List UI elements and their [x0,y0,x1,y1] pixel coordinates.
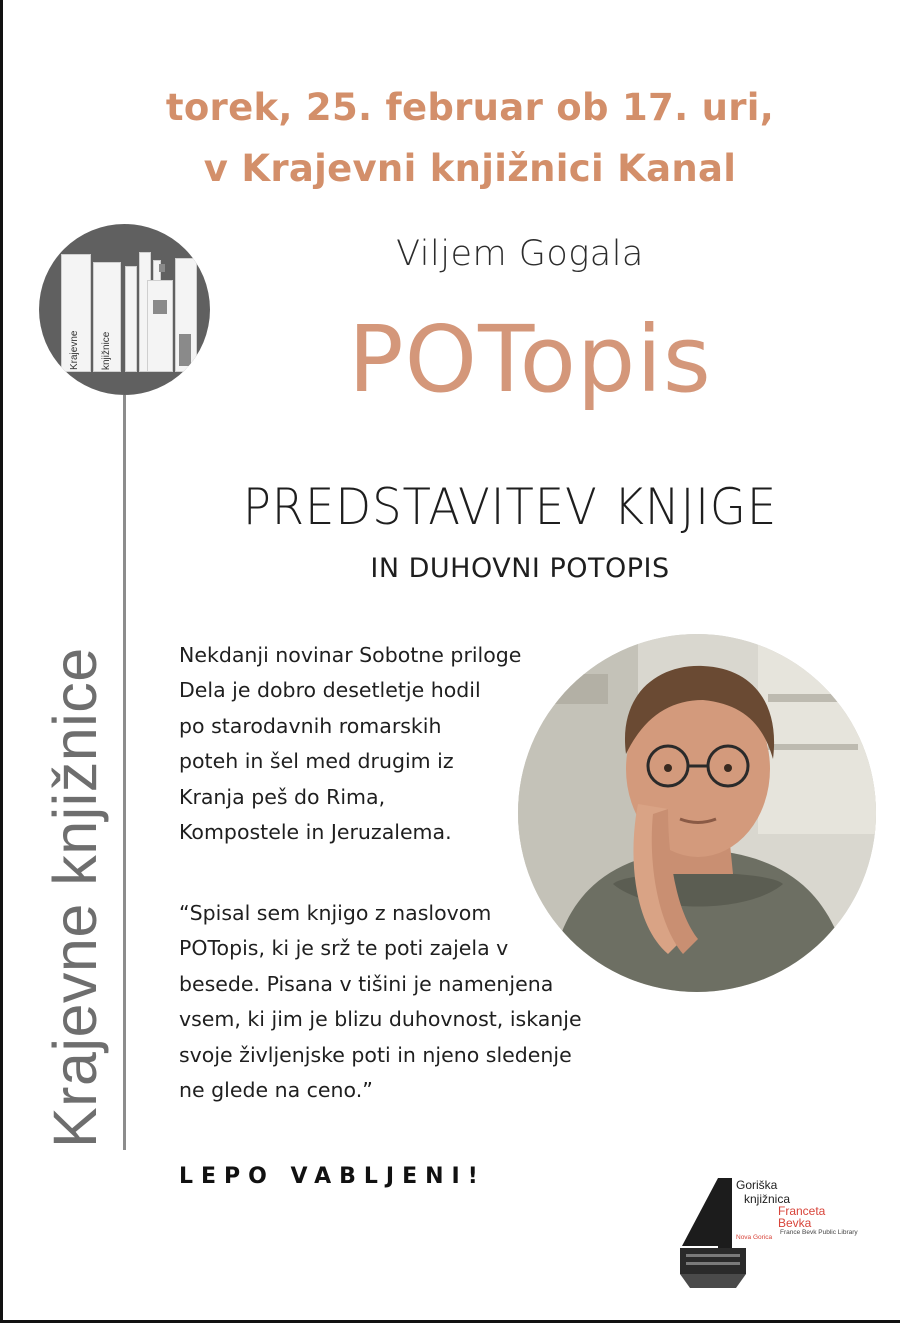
logo-book-label [153,300,167,314]
text-line: po starodavnih romarskih [179,713,442,738]
author-name: Viljem Gogala [396,234,644,274]
text-line: Nekdanji novinar Sobotne priloge [179,643,522,667]
description-paragraph-1 [179,638,521,850]
text-line: svoje življenjske poti in njeno sledenje [179,1042,572,1067]
author-quote-paragraph [179,896,582,1108]
text-line: ne glede na ceno.” [179,1078,373,1103]
text-line: Dela je dobro desetletje hodil [179,678,481,703]
text-line: besede. Pisana v tišini je namenjena [179,971,554,996]
text-line: vsem, ki jim je blizu duhovnost, iskanje [179,1007,582,1032]
logo-book-text: knjižnice [101,331,112,370]
logo-book-label [159,264,165,272]
text-line: “Spisal sem knjigo z naslovom [179,901,492,925]
event-location-line: v Krajevni knjižnici Kanal [203,147,737,190]
library-logo-line2: knjižnica [744,1192,791,1206]
text-line: POTopis, ki je srž te poti zajela v [179,936,509,961]
vertical-divider [123,395,126,1150]
page-border-left [0,0,3,1323]
logo-book-label [179,334,191,366]
library-logo-city: Nova Gorica [736,1234,773,1241]
library-logo-line4: Bevka [778,1216,812,1230]
krajevne-knjiznice-logo [39,224,210,395]
text-line: poteh in šel med drugim iz [179,749,454,774]
goriska-knjiznica-logo [678,1176,898,1296]
book-title: POTopis [348,306,712,413]
text-line: Kompostele in Jeruzalema. [179,820,452,845]
subtitle-main: PREDSTAVITEV KNJIGE [242,478,778,536]
library-logo-english: France Bevk Public Library [780,1229,858,1236]
subtitle-secondary: IN DUHOVNI POTOPIS [370,553,670,584]
library-logo-line1: Goriška [736,1178,778,1192]
logo-book [125,266,137,372]
event-date-line: torek, 25. februar ob 17. uri, [165,86,775,129]
logo-book [147,280,173,372]
logo-book-text: Krajevne [69,330,80,370]
vertical-library-label: Krajevne knjižnice [41,647,109,1148]
library-logo-line3: Franceta [778,1204,826,1218]
text-line: Kranja peš do Rima, [179,784,386,809]
closing-invitation: LEPO VABLJENI! [179,1164,486,1189]
